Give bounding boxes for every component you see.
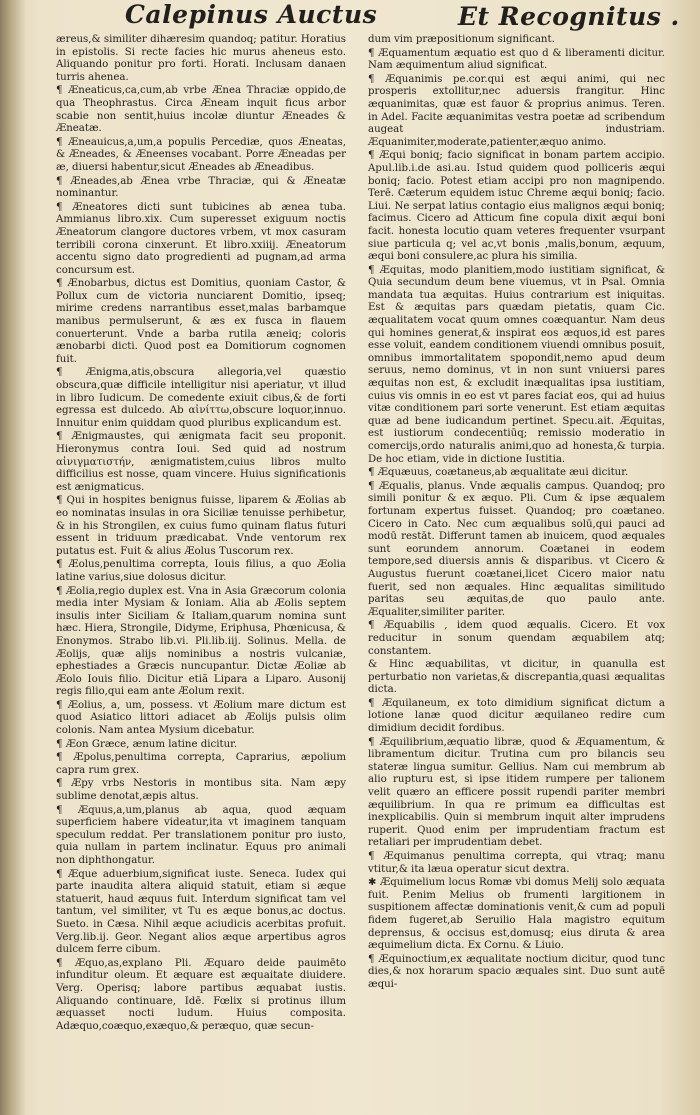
right-column-entry: ¶ Æquilaneum, ex toto dimidium significat dictum a lotione lanæ quod dicitur æquilaneo redire cum dimidium decidit fordibus. (368, 697, 665, 735)
left-column-entry: ¶ Æpolus,penultima correpta, Caprarius, æpolium capra rum grex. (56, 752, 346, 776)
right-column-entry: dum vim præpositionum significant. (368, 34, 555, 45)
gutter-shadow (0, 0, 26, 1115)
running-head-right: Et Recognitus . (458, 2, 680, 31)
right-column-entry: ✱ Æquimelium locus Romæ vbi domus Melij solo æquata fuit. P.enim Melius ob frumenti largitionem in suspitionem affectæ dominationis venit,& cum ad populi fidem fugeret,ab Seruilio Hala magistro equitum deprensus, & occisus est,domusq; eius diruta & area æquimelium dicta. Ex Cornu. & Liuio. (368, 877, 665, 952)
right-column-entry: ¶ Æqualis, planus. Vnde æqualis campus. Quandoq; pro simili ponitur & ex æquo. Pli. Cum & ipse æqualem fortunam expertus fuisset. Quandoq; pro coætaneo. Cicero in Cato. Nec cum æqualibus solū,qui pauci ad modū restāt. Differunt tamen ab inuicem, quod æquales sunt eorundem annorum. Coætanei in eodem tempore,sed diuersis annis & disparibus. vt Cicero & Augustus fuerunt coætanei,licet Cicero maior natu fuerit, sed non æquales. Hinc æqualitas similitudo paritas seu æquitas,de quo paulo ante. Æqualiter,similiter pariter. (368, 480, 665, 618)
left-column-entry: ¶ Æpy vrbs Nestoris in montibus sita. Nam æpy sublime denotat,æpis altus. (56, 778, 346, 803)
left-column-entry: ¶ Ænigmaustes, qui ænigmata facit seu proponit. Hieronymus contra Ioui. Sed quid ad nostrum αἰνιγματιστήν, ænigmatistem,cuius libros multo difficilius est nosse, quam vincere. Huius significationis est ænigmaticus. (56, 431, 346, 493)
right-column-entry: ¶ Æquæuus, coætaneus,ab æqualitate æui dicitur. (368, 467, 629, 479)
left-column-entry: ¶ Æneatores dicti sunt tubicines ab ænea tuba. Ammianus libro.xix. Cum superesset exiguum noctis Æneatorum clangore ductores vrbem, vt mox casuram terribili corona cinxerunt. Et libro.xxiiij. Æneatorum accentu signo dato progredienti ad pugnam,ad arma concursum est. (56, 201, 346, 276)
left-column-entry: ¶ Æolia,regio duplex est. Vna in Asia Græcorum colonia media inter Mysiam & Ioniam. Alia ab Æolis septem insulis inter Siciliam & Italiam,quarum nomina sunt hæc. Hiera, Strongile, Didyme, Eriphusa, Phœnicusa, & Enonymos. Strabo lib.vi. Pli.lib.iij. Solinus. Mella. de Æolijs, quæ alijs nominibus a nostris vulcaniæ, ephestiades a Græcis nuncupantur. Dictæ Æoliæ ab Æolo Iouis filio. Dicitur etiã Lipara a Liparo. Ausonij regis filio,qui eam ante Æolum rexit. (56, 585, 346, 698)
right-column-entry: ¶ Æquitas, modo planitiem,modo iustitiam significat, & Quia secundum deum bene viuemus, vt in Psal. Omnia mandata tua æquitas. Huius contrarium est iniquitas. Est & æquitas pars quædam pietatis, quam Cic. æqualitatem vocat quum omnes coæquantur. Nam deus qui homines generat,& inspirat eos æquos,id est pares esse voluit, eandem conditionem viuendi omnibus posuit, omnibus immortalitatem spopondit,nemo apud deum seruus, nemo dominus, vt in non sunt vniuersi pares æquitas non est, & excludit inæqualitas ipsa iustitiam, cuius vis omnis in eo est vt pares faciat eos, qui ad huius vitæ conditionem pari sorte venerunt. Est etiam æquitas quæ ad bene iudicandum pertinet. Specu.ait. Æquitas, est iustiorum condecentiūq; remissio moderatio in comercijs,ordo naturalis animi,quo ad honesta,& turpia. De hoc etiam, vide in dictione Iustitia. (368, 264, 665, 465)
left-column-entry: ¶ Æquo,as,explano Pli. Æquaro deide pauimēto infunditur oleum. Et æquare est æquaitate diuidere. Verg. Operisq; labore partibus æquabat iustis. Aliquando continuare, Idē. Fœlix si protinus illum æquasset nocti ludum. Huius composita. Adæquo,coæquo,exæquo,& peræquo, quæ secun- (56, 957, 346, 1032)
left-column (56, 34, 346, 1034)
right-column (368, 34, 665, 993)
running-head (0, 0, 700, 34)
right-column-entry: ¶ Æqui boniq; facio significat in bonam partem accipio. Apul.lib.i.de asi.au. Istud quidem quod polliceris æqui boniq; facio. Potest etiam accipi pro non magnipendo. Terē. Cæterum equidem istuc Chreme æqui boniq; facio. Liui. Ne serpat latius contagio eius malignos æqui boniq; facimus. Cicero ad Atticum fine copula dixit æqui boni facit. honesta locutio quam veteres frequenter vsurpant siue particula q; vel ac,vt bonis ,malis,bonum, æquum, æqui boni consulere,ac plura his similia. (368, 150, 665, 263)
left-column-entry: ¶ Æolus,penultima correpta, Iouis filius, a quo Æolia latine varius,siue dolosus dicitur. (56, 559, 346, 583)
right-column-entry: ¶ Æquilibrium,æquatio libræ, quod & Æquamentum, & libramentum dicitur. Trutina cum pro bilancis seu stateræ lingua sumitur. Gellius. Nam cui membrum ab alio rupturu est, si ipse itidem rumpere per talionem velit quæro an efficere possit rupendi pariter membri æquilibrium. In qua re primum ea difficultas est inexplicabilis. Quin si membrum inquit alter imprudens ruperit. Quod enim per imprudentiam fractum est retaliari per imprudentiam debet. (368, 736, 665, 849)
left-column-entry: ¶ Qui in hospites benignus fuisse, liparem & Æolias ab eo nominatas insulas in ora Siciliæ tenuisse perhibetur, & in his Strongilen, ex cuius fumo quinam flatus futuri essent in triduum prædicabat. Vnde ventorum rex putatus est. Fuit & alius Æolus Tuscorum rex. (56, 495, 346, 557)
right-column-entry: ¶ Æquinoctium,ex æqualitate noctium dicitur, quod tunc dies,& nox horarum spacio æquales sint. Duo sunt autē æqui- (368, 953, 665, 990)
left-column-entry: ¶ Æneauicus,a,um,a populis Percediæ, quos Æneatas, & Æneades, & Æneenses vocabant. Porre Æneadas per æ, diuersi habentur,sicut Æneades ab Æneadibus. (56, 136, 346, 173)
left-column-entry: ¶ Ænigma,atis,obscura allegoria,vel quæstio obscura,quæ difficile intelligitur nisi aperiatur, vt illud in libro Iudicum. De comedente exiuit cibus,& de forti egressa est dulcedo. Ab αἰνίττω,obscure loquor,innuo. Innuitur enim quiddam quod pluribus explicandum est. (56, 367, 346, 429)
right-column-entry: ¶ Æquimanus penultima correpta, qui vtraq; manu vtitur,& ita læua operatur sicut dextra. (368, 851, 665, 875)
left-column-entry: ¶ Æneaticus,ca,cum,ab vrbe Ænea Thraciæ oppido,de qua Theophrastus. Circa Æneam inquit ficus arbor scabie non sentit,huius incolæ diuntur Æneades & Æneatæ. (56, 85, 346, 135)
left-column-entry: ¶ Æon Græce, ænum latine dicitur. (56, 738, 238, 750)
right-column-entry: ¶ Æquanimis pe.cor.qui est æqui animi, qui nec prosperis extollitur,nec aduersis frangitur. Hinc æquanimitas, quæ est fauor & proprius animus. Teren. in Adel. Facite æquanimitas vestra poetæ ad scribendum augeat industriam. Æquanimiter,moderate,patienter,æquo animo. (368, 73, 665, 148)
right-column-entry: ¶ Æquamentum æquatio est quo d & liberamenti dicitur. Nam æquimentum aliud significat. (368, 47, 665, 72)
left-column-entry: æreus,& similiter dihæresim quandoq; patitur. Horatius in epistolis. Si recte facies hic murus aheneus esto. Aliquando ponitur pro forti. Horati. Inclusam danaen turris ahenea. (56, 34, 346, 83)
right-column-entry: & Hinc æquabilitas, vt dicitur, in quanulla est perturbatio non varietas,& discrepantia,quasi æqualitas dicta. (368, 659, 665, 696)
left-column-entry: ¶ Æneades,ab Ænea vrbe Thraciæ, qui & Æneatæ nominantur. (56, 175, 346, 200)
left-column-entry: ¶ Æque aduerbium,significat iuste. Seneca. Iudex qui parte inaudita altera aliquid statuit, etiam si æque statuerit, haud æquus fuit. Interdum significat tam vel tantum, vel similiter, vt Tu es æque bonus,ac doctus. Sueto. in Cæsa. Nihil æque aciudicis acerbitas profuit. Verg.lib.ij. Geor. Negant alios æque arpertibus agros dulcem ferre cibum. (56, 868, 346, 956)
right-column-entry: ¶ Æquabilis , idem quod æqualis. Cicero. Et vox reducitur in sonum quendam æquabilem atq; constantem. (368, 620, 665, 657)
left-column-entry: ¶ Ænobarbus, dictus est Domitius, quoniam Castor, & Pollux cum de victoria nunciarent Domitio, ipseq; mirime credens narrantibus esset,malas barbamque manibus permulserunt, & æs ex fusca in flauem conuerterunt. Vnde a barba rutila æneiq; coloris ænobarbi dicti. Quod post ea Domitiorum cognomen fuit. (56, 278, 346, 365)
running-head-left: Calepinus Auctus (125, 0, 378, 29)
left-column-entry: ¶ Æolius, a, um, possess. vt Æolium mare dictum est quod Asiatico littori adiacet ab Æolijs pulsis olim colonis. Nam antea Mysium dicebatur. (56, 699, 346, 737)
left-column-entry: ¶ Æquus,a,um,planus ab aqua, quod æquam superficiem habere videatur,ita vt imaginem tanquam speculum reddat. Per translationem ponitur pro iusto, quia nullam in partem inclinatur. Equus pro animali non diphthongatur. (56, 804, 346, 866)
